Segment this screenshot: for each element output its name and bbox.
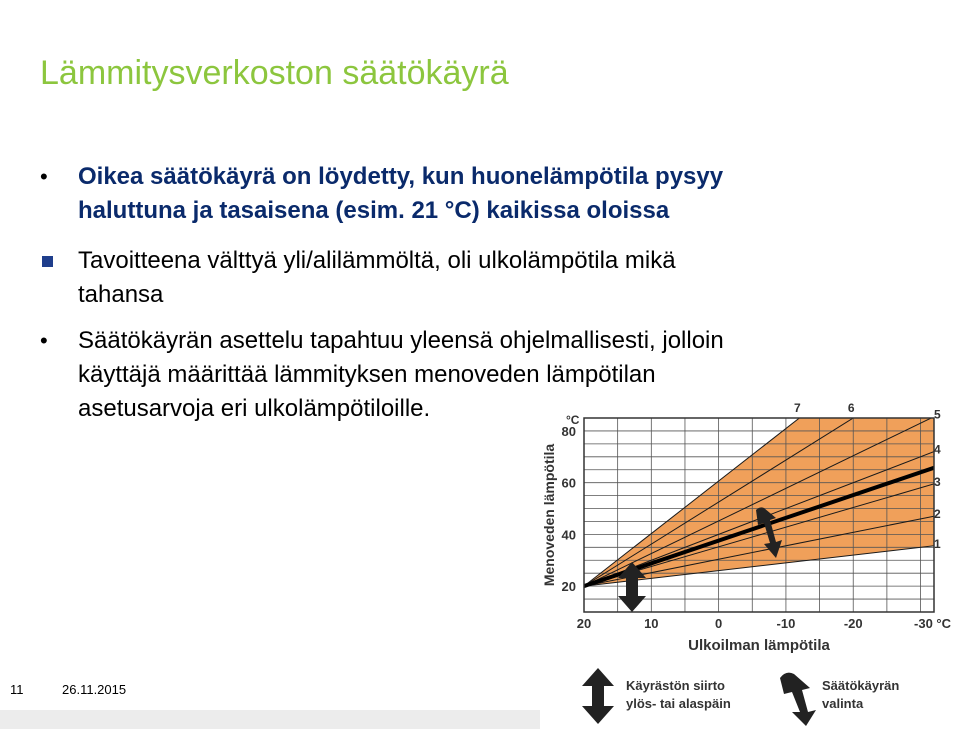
y-tick-label: 40	[561, 527, 576, 543]
curve-label-2: 2	[934, 507, 941, 522]
x-tick-label: -20	[843, 616, 863, 631]
x-tick-label: 0	[714, 616, 723, 631]
x-tick-label: -30 °C	[914, 616, 952, 631]
legend-select-icon	[780, 673, 816, 726]
legend-shift-icon	[582, 668, 614, 724]
y-axis-label: Menoveden lämpötila	[541, 443, 557, 587]
curve-label-6: 6	[847, 401, 855, 415]
bullet-dot: •	[40, 328, 48, 353]
curve-label-4: 4	[934, 442, 941, 457]
curve-label-3: 3	[934, 474, 941, 489]
footer-date: 26.11.2015	[62, 682, 127, 697]
curve-label-7: 7	[794, 401, 801, 415]
x-tick-label: 20	[576, 616, 592, 631]
y-tick-label: 80	[561, 423, 576, 439]
page-number: 11	[10, 682, 24, 697]
legend-select-line1: Säätökäyrän	[822, 678, 900, 693]
bullet-2-line1: Tavoitteena välttyä yli/alilämmöltä, oli ulkolämpötila mikä	[78, 247, 676, 274]
slide-title: Lämmitysverkoston säätökäyrä	[40, 54, 509, 92]
x-tick-label: -10	[776, 616, 796, 631]
heating-curve-chart	[530, 398, 960, 729]
legend-select-line2: valinta	[822, 696, 864, 711]
x-tick-label: 10	[644, 616, 659, 631]
bullet-1-line1: Oikea säätökäyrä on löydetty, kun huonelämpötila pysyy	[78, 163, 724, 190]
bullet-1-line2: haluttuna ja tasaisena (esim. 21 °C) kaikissa oloissa	[78, 197, 670, 224]
bullet-3-line2: käyttäjä määrittää lämmityksen menoveden lämpötilan	[78, 361, 656, 388]
bullet-2-line2: tahansa	[78, 281, 164, 308]
bullet-dot: •	[40, 164, 48, 189]
x-axis-label: Ulkoilman lämpötila	[688, 637, 830, 654]
curve-label-1: 1	[934, 536, 941, 551]
unit-label: °C	[566, 413, 580, 427]
bullet-3-line3: asetusarvoja eri ulkolämpötiloille.	[78, 395, 431, 422]
bullet-square	[40, 244, 78, 312]
legend-shift-line2: ylös- tai alaspäin	[626, 696, 731, 711]
bullet-1	[40, 160, 920, 228]
y-tick-label: 20	[561, 579, 576, 595]
bullet-2	[40, 244, 920, 312]
curve-label-5: 5	[934, 407, 941, 422]
footer-bar	[0, 710, 540, 729]
bullet-3-line1: Säätökäyrän asettelu tapahtuu yleensä ohjelmallisesti, jolloin	[78, 327, 724, 354]
legend-shift-line1: Käyrästön siirto	[626, 678, 725, 693]
y-tick-label: 60	[561, 475, 576, 491]
